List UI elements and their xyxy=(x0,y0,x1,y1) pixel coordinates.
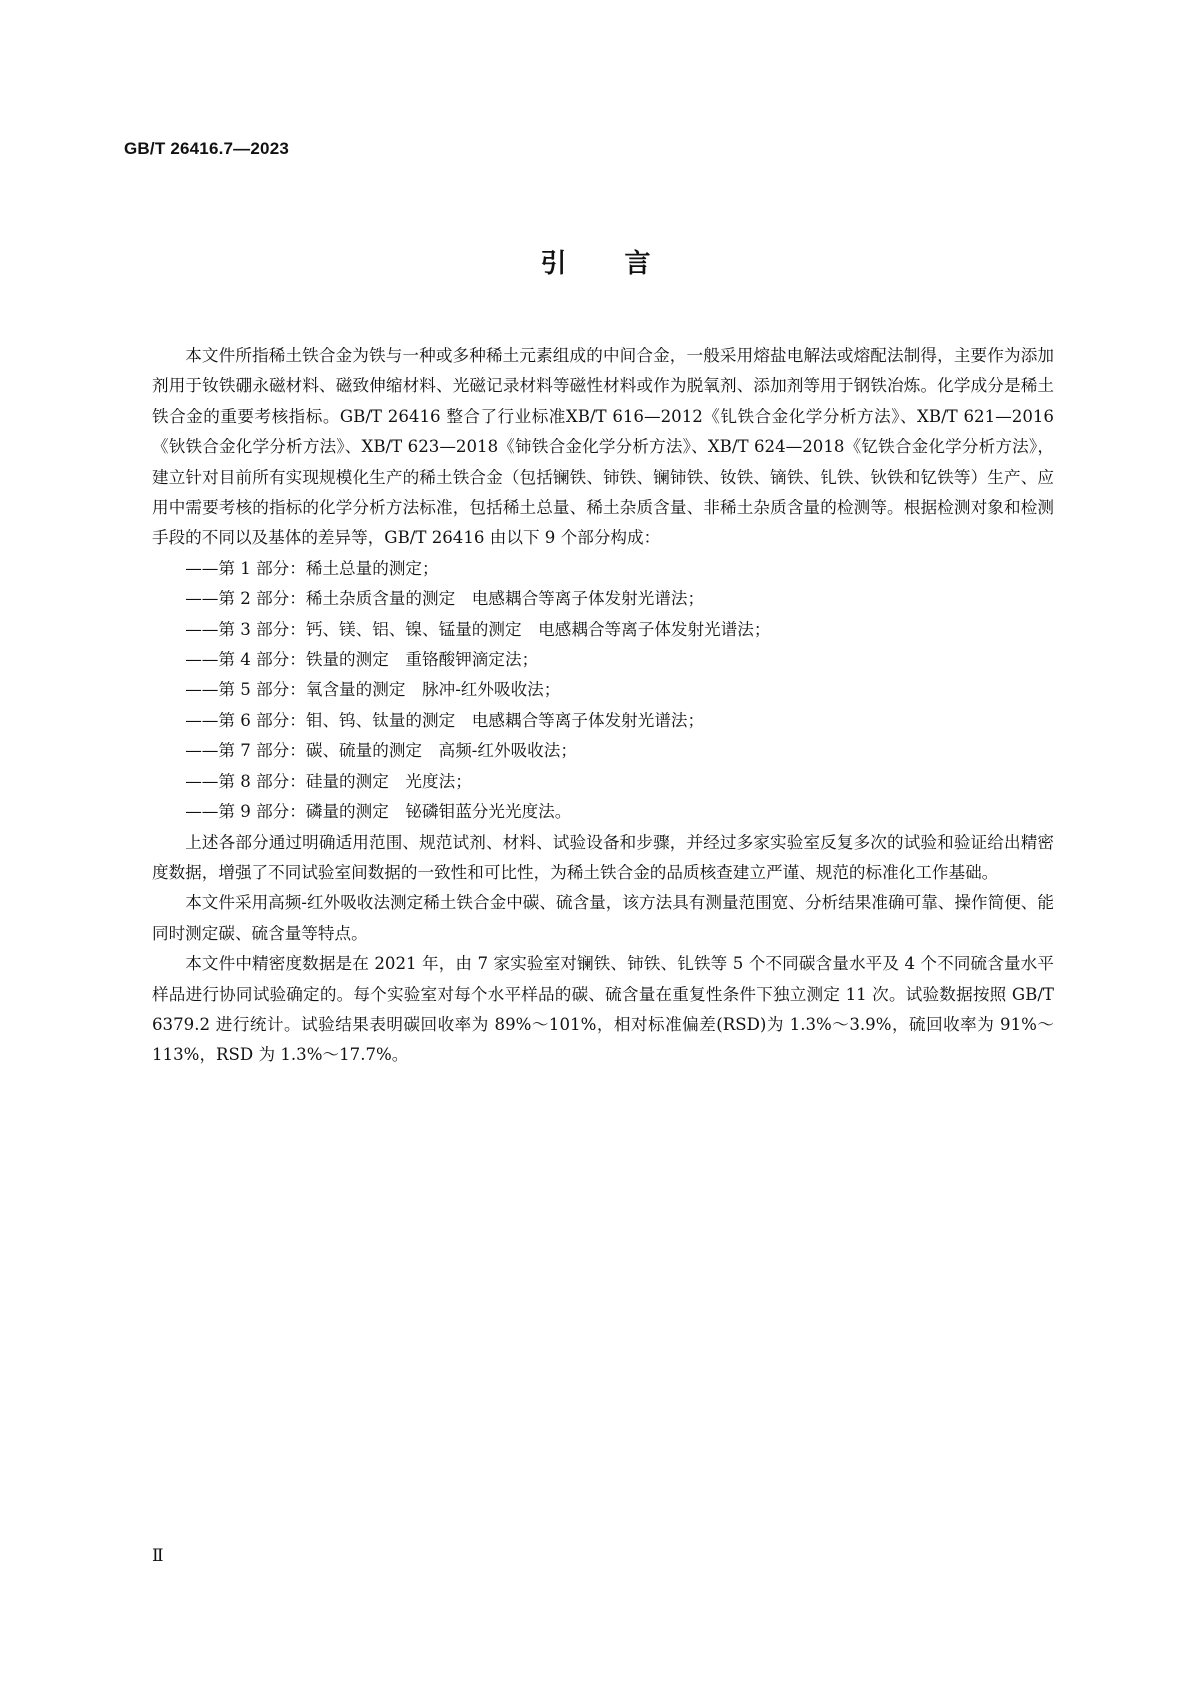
intro-paragraph-2: 上述各部分通过明确适用范围、规范试剂、材料、试验设备和步骤，并经过多家实验室反复多次的试验和验证给出精密度数据，增强了不同试验室间数据的一致性和可比性，为稀土铁合金的品质核查建立严谨、规范的标准化工作基础。 xyxy=(152,832,1054,882)
list-item: ——第 1 部分：稀土总量的测定； xyxy=(185,558,439,578)
list-item: ——第 4 部分：铁量的测定 重铬酸钾滴定法； xyxy=(185,650,539,670)
intro-paragraph-4: 本文件中精密度数据是在 2021 年，由 7 家实验室对镧铁、铈铁、钆铁等 5 个不同碳含量水平及 4 个不同硫含量水平样品进行协同试验确定的。每个实验室对每个水平样品的碳、硫含量在重复性条件下独立测定 11 次。试验数据按照 GB/T 6379.2 进行统计。试验结果表明碳回收率为 89%～101%，相对标准偏差(RSD)为 1.3%～3.9%，硫回收率为 91%～113%，RSD 为 1.3%～17.7%。 xyxy=(152,954,1054,1065)
list-item: ——第 7 部分：碳、硫量的测定 高频-红外吸收法； xyxy=(185,741,577,761)
list-item: ——第 2 部分：稀土杂质含量的测定 电感耦合等离子体发射光谱法； xyxy=(185,589,705,609)
title-char-2: 言 xyxy=(624,249,651,279)
standard-number: GB/T 26416.7—2023 xyxy=(124,139,289,158)
title-char-1: 引 xyxy=(540,249,567,279)
page-title xyxy=(0,243,1191,280)
list-item: ——第 3 部分：钙、镁、铝、镍、锰量的测定 电感耦合等离子体发射光谱法； xyxy=(185,619,771,639)
page-number: Ⅱ xyxy=(152,1546,164,1566)
list-item: ——第 5 部分：氧含量的测定 脉冲-红外吸收法； xyxy=(185,680,561,700)
list-item: ——第 8 部分：硅量的测定 光度法； xyxy=(185,771,472,791)
parts-list xyxy=(152,554,1054,828)
intro-paragraph-3: 本文件采用高频-红外吸收法测定稀土铁合金中碳、硫含量，该方法具有测量范围宽、分析结果准确可靠、操作简便、能同时测定碳、硫含量等特点。 xyxy=(152,893,1054,943)
document-body xyxy=(152,341,1054,1071)
list-item: ——第 9 部分：磷量的测定 铋磷钼蓝分光光度法。 xyxy=(185,802,572,822)
intro-paragraph-1: 本文件所指稀土铁合金为铁与一种或多种稀土元素组成的中间合金，一般采用熔盐电解法或熔配法制得，主要作为添加剂用于钕铁硼永磁材料、磁致伸缩材料、光磁记录材料等磁性材料或作为脱氧剂、添加剂等用于钢铁冶炼。化学成分是稀土铁合金的重要考核指标。GB/T 26416 整合了行业标准XB/T 616—2012《钆铁合金化学分析方法》、XB/T 621—2016《钬铁合金化学分析方法》、XB/T 623—2018《铈铁合金化学分析方法》、XB/T 624—2018《钇铁合金化学分析方法》，建立针对目前所有实现规模化生产的稀土铁合金（包括镧铁、铈铁、镧铈铁、钕铁、镝铁、钆铁、钬铁和钇铁等）生产、应用中需要考核的指标的化学分析方法标准，包括稀土总量、稀土杂质含量、非稀土杂质含量的检测等。根据检测对象和检测手段的不同以及基体的差异等，GB/T 26416 由以下 9 个部分构成： xyxy=(152,346,1054,548)
list-item: ——第 6 部分：钼、钨、钛量的测定 电感耦合等离子体发射光谱法； xyxy=(185,710,705,730)
